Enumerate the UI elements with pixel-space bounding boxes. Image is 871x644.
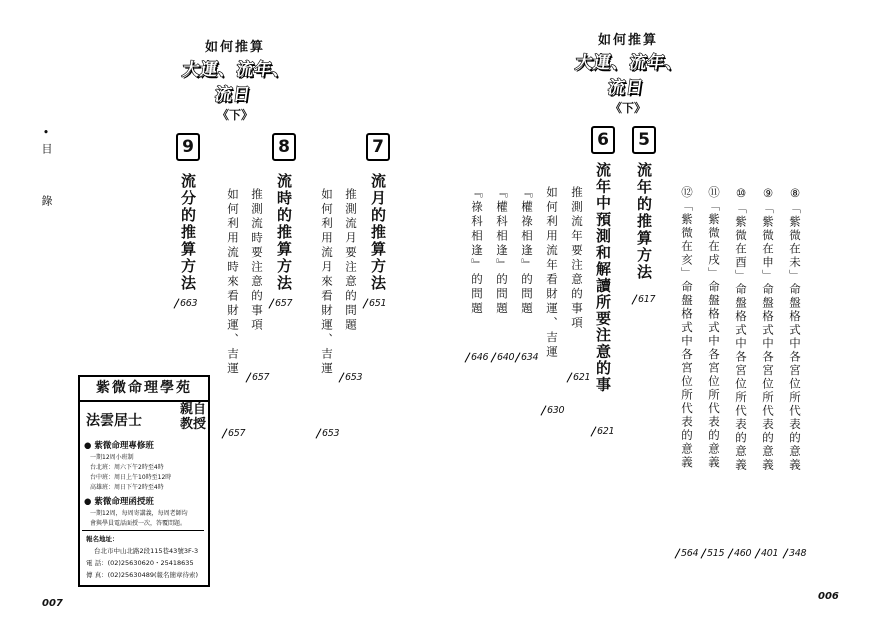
ad-school-name: 紫微命理學苑 <box>80 377 208 402</box>
page-number-right: 006 <box>818 591 839 602</box>
ad-address: 台北市中山北路2段115巷43號3F-3 <box>94 547 199 555</box>
toc-entry: ⑫「紫微在亥」命盤格式中各宮位所代表的意義 <box>680 186 694 470</box>
section-title-8: 流時的推算方法 <box>275 173 293 292</box>
toc-entry: 如何利用流時來看財運、吉運 <box>226 188 240 377</box>
toc-entry: ⑩「紫微在酉」命盤格式中各宮位所代表的意義 <box>734 186 748 472</box>
toc-entry: ⑪「紫微在戌」命盤格式中各宮位所代表的意義 <box>707 186 721 470</box>
page-ref: 651 <box>365 298 386 309</box>
book-subtitle: 如何推算 <box>597 33 658 48</box>
toc-entry: 如何利用流年看財運、吉運 <box>545 186 559 360</box>
page-ref: 401 <box>757 548 778 559</box>
right-page <box>435 0 871 644</box>
book-title: 大運、流年、流日 <box>574 53 685 98</box>
page-ref: 663 <box>176 298 197 309</box>
ad-teacher-name: 法雲居士 <box>86 413 142 429</box>
ad-fax: 傳 真：(02)25630489(報名簡章待索) <box>86 571 199 579</box>
page-ref: 657 <box>248 372 269 383</box>
page-ref: 634 <box>517 352 538 363</box>
section-title-7: 流月的推算方法 <box>369 173 387 292</box>
page-ref: 646 <box>467 352 488 363</box>
section-number-5: 5 <box>632 126 656 154</box>
ad-phone: 電 話：(02)25630620・25418635 <box>86 559 194 567</box>
toc-entry: 推測流月要注意的問題 <box>344 188 358 333</box>
ad-contact-label: 報名地址： <box>86 535 119 543</box>
page-ref: 657 <box>224 428 245 439</box>
book-subtitle: 如何推算 <box>204 40 265 55</box>
volume-label: 《下》 <box>216 108 253 122</box>
advertisement-box <box>78 375 210 587</box>
page-ref: 621 <box>569 372 590 383</box>
toc-entry: 『權科相逢』的問題 <box>495 186 509 317</box>
book-title-block <box>568 29 688 116</box>
page-ref: 657 <box>271 298 292 309</box>
page-number-left: 007 <box>42 598 63 609</box>
side-label-contents: 目 錄 <box>40 143 53 220</box>
section-number-9: 9 <box>176 133 200 161</box>
page-ref: 640 <box>493 352 514 363</box>
page-ref: 653 <box>341 372 362 383</box>
page-ref: 630 <box>543 405 564 416</box>
toc-entry: ⑧「紫微在未」命盤格式中各宮位所代表的意義 <box>788 186 802 472</box>
book-title: 大運、流年、流日 <box>181 60 292 105</box>
ad-course-title: ● 紫微命理專修班 <box>84 441 154 451</box>
section-title-9: 流分的推算方法 <box>179 173 197 292</box>
page-ref: 515 <box>703 548 724 559</box>
ad-course-detail: 一期12周小班制 <box>90 454 134 461</box>
toc-entry: 『祿科相逢』的問題 <box>470 186 484 317</box>
book-title-block <box>175 36 295 123</box>
ad-course-detail: 台中班：周日上午10時至12時 <box>90 474 172 481</box>
side-dot: • <box>41 128 51 138</box>
section-number-7: 7 <box>366 133 390 161</box>
toc-entry: 推測流時要注意的事項 <box>250 188 264 333</box>
page-ref: 564 <box>677 548 698 559</box>
section-number-6: 6 <box>591 126 615 154</box>
volume-label: 《下》 <box>609 101 646 115</box>
ad-course-title: ● 紫微命理函授班 <box>84 497 154 507</box>
ad-course-detail: 一期12周，每周寄講義，每周老師均 <box>90 510 188 517</box>
toc-entry: ⑨「紫微在申」命盤格式中各宮位所代表的意義 <box>761 186 775 472</box>
section-number-8: 8 <box>272 133 296 161</box>
ad-course-detail: 台北班：周六下午2時至4時 <box>90 464 164 471</box>
toc-entry: 推測流年要注意的事項 <box>570 186 584 331</box>
toc-entry: 如何利用流月來看財運、吉運 <box>320 188 334 377</box>
page-ref: 621 <box>593 426 614 437</box>
ad-divider <box>82 530 204 531</box>
page-ref: 617 <box>634 294 655 305</box>
section-title-6: 流年中預測和解讀所要注意的事 <box>594 162 612 393</box>
ad-teacher-role: 親自教授 <box>179 402 206 432</box>
ad-course-detail: 會與學員電話面授一次，答覆問題。 <box>90 520 187 527</box>
section-title-5: 流年的推算方法 <box>635 162 653 281</box>
page-ref: 460 <box>730 548 751 559</box>
toc-entry: 『權祿相逢』的問題 <box>520 186 534 317</box>
page-ref: 653 <box>318 428 339 439</box>
page-ref: 348 <box>785 548 806 559</box>
ad-course-detail: 高雄班：周日下午2時至4時 <box>90 484 164 491</box>
left-page <box>0 0 430 644</box>
